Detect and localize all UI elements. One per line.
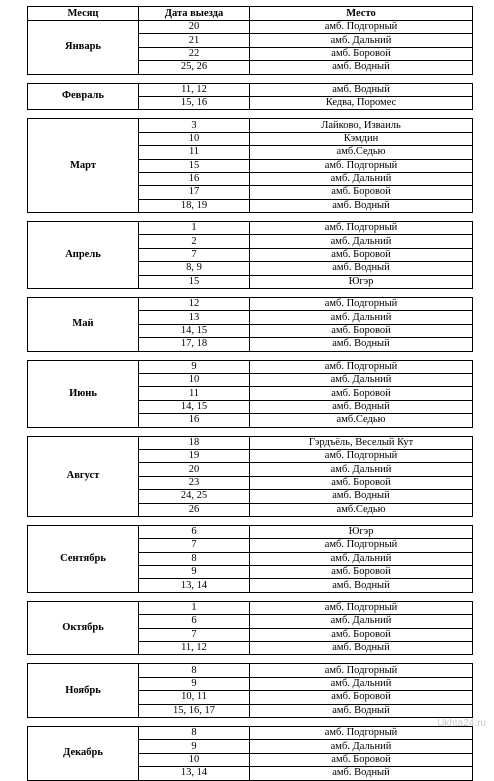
place-cell: амб. Боровой [250,628,473,641]
date-cell: 20 [139,21,250,34]
table-row [28,298,473,311]
gap-cell [28,213,473,222]
date-cell: 13 [139,311,250,324]
table-row [28,525,473,538]
gap-cell [28,655,473,664]
place-cell: Гэрдъёль, Веселый Кут [250,436,473,449]
date-cell: 21 [139,34,250,47]
month-cell: Август [28,436,139,516]
month-cell: Март [28,119,139,213]
date-cell: 9 [139,566,250,579]
date-cell: 11, 12 [139,83,250,96]
date-cell: 8 [139,664,250,677]
place-cell: амб. Дальний [250,311,473,324]
date-cell: 18, 19 [139,199,250,212]
schedule-table [27,6,473,781]
place-cell: Кэмдин [250,132,473,145]
gap-cell [28,289,473,298]
place-cell: амб. Дальний [250,677,473,690]
place-cell: амб. Водный [250,642,473,655]
date-cell: 10 [139,373,250,386]
place-cell: амб. Боровой [250,691,473,704]
place-cell: амб. Дальний [250,740,473,753]
table-row [28,726,473,739]
date-cell: 16 [139,172,250,185]
gap-cell [28,592,473,601]
place-cell: амб. Боровой [250,476,473,489]
date-cell: 3 [139,119,250,132]
header-place: Место [250,7,473,21]
date-cell: 17 [139,186,250,199]
place-cell: амб. Подгорный [250,449,473,462]
gap-cell [28,427,473,436]
place-cell: амб. Боровой [250,753,473,766]
date-cell: 18 [139,436,250,449]
month-cell: Январь [28,21,139,75]
header-row [28,7,473,21]
place-cell: амб. Подгорный [250,664,473,677]
month-cell: Июнь [28,360,139,427]
date-cell: 13, 14 [139,767,250,780]
place-cell: Югэр [250,525,473,538]
place-cell: амб. Боровой [250,186,473,199]
place-cell: амб. Дальний [250,235,473,248]
place-cell: амб. Водный [250,199,473,212]
date-cell: 26 [139,503,250,516]
table-row [28,360,473,373]
date-cell: 13, 14 [139,579,250,592]
month-gap [28,213,473,222]
date-cell: 8 [139,726,250,739]
date-cell: 6 [139,525,250,538]
date-cell: 15, 16 [139,96,250,109]
place-cell: амб. Водный [250,61,473,74]
header-month: Месяц [28,7,139,21]
place-cell: амб. Подгорный [250,21,473,34]
place-cell: амб. Подгорный [250,360,473,373]
date-cell: 20 [139,463,250,476]
date-cell: 23 [139,476,250,489]
place-cell: амб. Подгорный [250,298,473,311]
date-cell: 25, 26 [139,61,250,74]
site-watermark: Ukhta24.ru [437,718,486,729]
table-row [28,222,473,235]
month-cell: Декабрь [28,726,139,780]
place-cell: амб. Дальний [250,373,473,386]
place-cell: Югэр [250,275,473,288]
date-cell: 1 [139,222,250,235]
date-cell: 7 [139,248,250,261]
place-cell: амб. Подгорный [250,601,473,614]
place-cell: амб. Подгорный [250,726,473,739]
gap-cell [28,110,473,119]
place-cell: амб.Седью [250,146,473,159]
month-cell: Сентябрь [28,525,139,592]
table-row [28,83,473,96]
date-cell: 16 [139,414,250,427]
place-cell: амб. Боровой [250,566,473,579]
gap-cell [28,351,473,360]
place-cell: амб.Седью [250,503,473,516]
date-cell: 6 [139,615,250,628]
date-cell: 15, 16, 17 [139,704,250,717]
date-cell: 7 [139,628,250,641]
month-gap [28,110,473,119]
place-cell: амб. Дальний [250,172,473,185]
date-cell: 17, 18 [139,338,250,351]
month-cell: Ноябрь [28,664,139,718]
place-cell: амб. Водный [250,579,473,592]
date-cell: 15 [139,159,250,172]
place-cell: амб. Боровой [250,387,473,400]
place-cell: амб. Дальний [250,463,473,476]
date-cell: 9 [139,677,250,690]
month-gap [28,289,473,298]
month-gap [28,655,473,664]
month-cell: Февраль [28,83,139,110]
date-cell: 15 [139,275,250,288]
table-row [28,436,473,449]
table-row [28,119,473,132]
header-date: Дата выезда [139,7,250,21]
gap-cell [28,516,473,525]
place-cell: амб. Подгорный [250,539,473,552]
table-row [28,601,473,614]
month-cell: Май [28,298,139,352]
date-cell: 7 [139,539,250,552]
date-cell: 11 [139,387,250,400]
table-row [28,21,473,34]
date-cell: 24, 25 [139,490,250,503]
place-cell: Лайково, Изваиль [250,119,473,132]
date-cell: 2 [139,235,250,248]
place-cell: амб.Седью [250,414,473,427]
place-cell: амб. Водный [250,400,473,413]
date-cell: 10 [139,753,250,766]
place-cell: амб. Боровой [250,324,473,337]
date-cell: 9 [139,360,250,373]
month-gap [28,592,473,601]
month-gap [28,351,473,360]
gap-cell [28,717,473,726]
date-cell: 14, 15 [139,324,250,337]
gap-cell [28,74,473,83]
month-cell: Апрель [28,222,139,289]
place-cell: амб. Боровой [250,248,473,261]
place-cell: амб. Водный [250,338,473,351]
place-cell: амб. Водный [250,83,473,96]
month-gap [28,427,473,436]
place-cell: амб. Водный [250,262,473,275]
date-cell: 8, 9 [139,262,250,275]
date-cell: 19 [139,449,250,462]
place-cell: амб. Подгорный [250,222,473,235]
date-cell: 9 [139,740,250,753]
date-cell: 1 [139,601,250,614]
month-gap [28,74,473,83]
month-gap [28,516,473,525]
place-cell: амб. Дальний [250,552,473,565]
date-cell: 8 [139,552,250,565]
date-cell: 14, 15 [139,400,250,413]
date-cell: 22 [139,47,250,60]
month-cell: Октябрь [28,601,139,655]
place-cell: амб. Водный [250,767,473,780]
date-cell: 12 [139,298,250,311]
place-cell: амб. Дальний [250,615,473,628]
place-cell: амб. Дальний [250,34,473,47]
place-cell: Кедва, Поромес [250,96,473,109]
schedule-body [28,21,473,781]
place-cell: амб. Водный [250,490,473,503]
place-cell: амб. Водный [250,704,473,717]
date-cell: 11, 12 [139,642,250,655]
date-cell: 11 [139,146,250,159]
date-cell: 10, 11 [139,691,250,704]
table-row [28,664,473,677]
month-gap [28,717,473,726]
date-cell: 10 [139,132,250,145]
place-cell: амб. Боровой [250,47,473,60]
place-cell: амб. Подгорный [250,159,473,172]
